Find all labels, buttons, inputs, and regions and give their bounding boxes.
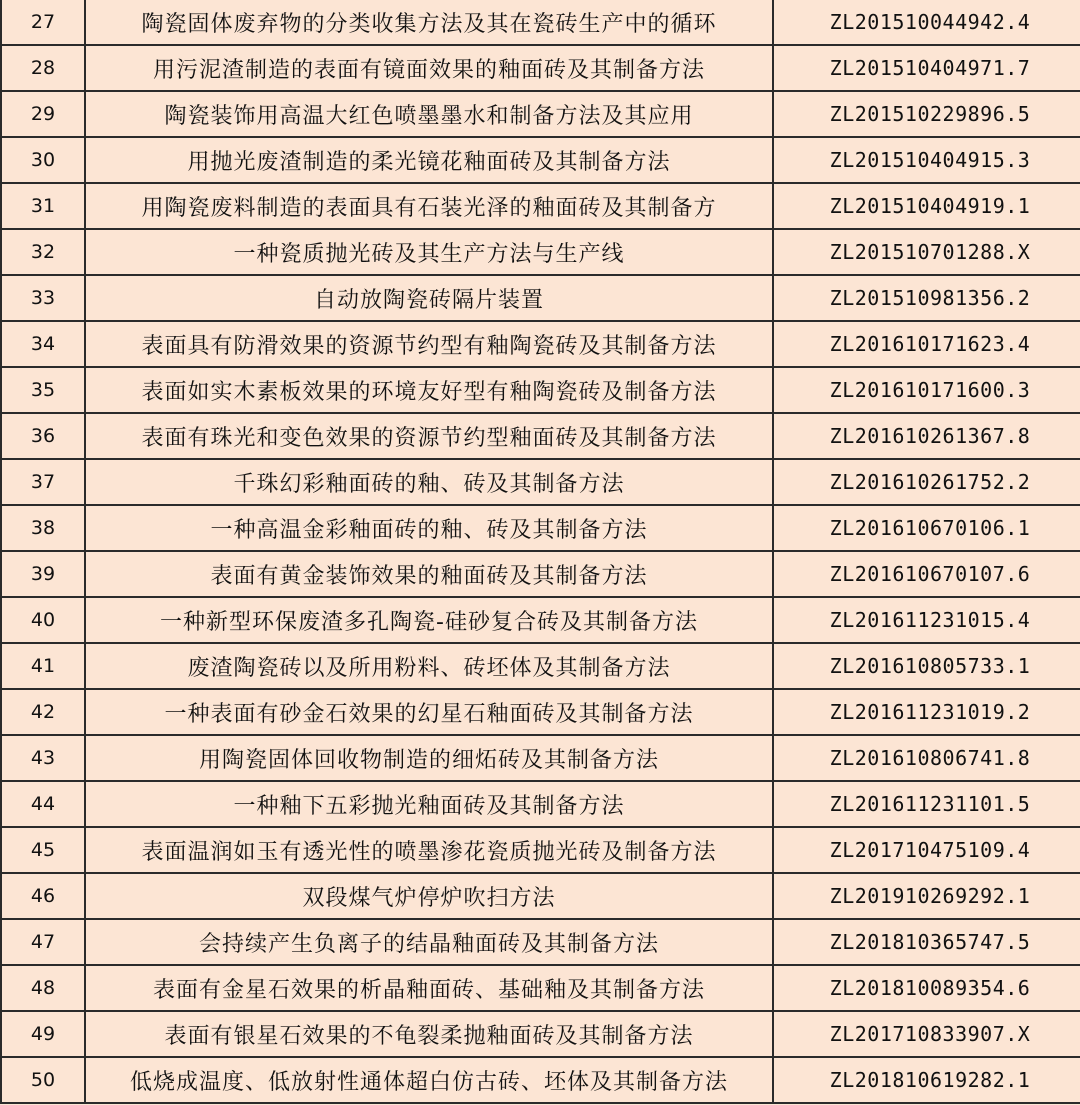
table-row [1, 781, 1080, 827]
table-row [1, 689, 1080, 735]
table-row [1, 229, 1080, 275]
table-row [1, 91, 1080, 137]
row-number: 28 [1, 45, 85, 91]
row-number: 47 [1, 919, 85, 965]
patent-number: ZL201611231015.4 [773, 597, 1080, 643]
table-row [1, 597, 1080, 643]
patent-title: 会持续产生负离子的结晶釉面砖及其制备方法 [85, 919, 773, 965]
row-number: 29 [1, 91, 85, 137]
patent-title: 表面有金星石效果的析晶釉面砖、基础釉及其制备方法 [85, 965, 773, 1011]
patent-number: ZL201710833907.X [773, 1011, 1080, 1057]
patent-title: 一种釉下五彩抛光釉面砖及其制备方法 [85, 781, 773, 827]
patent-title: 表面有珠光和变色效果的资源节约型釉面砖及其制备方法 [85, 413, 773, 459]
patent-number: ZL201610670107.6 [773, 551, 1080, 597]
row-number: 49 [1, 1011, 85, 1057]
table-row [1, 873, 1080, 919]
patent-title: 表面温润如玉有透光性的喷墨渗花瓷质抛光砖及制备方法 [85, 827, 773, 873]
row-number: 44 [1, 781, 85, 827]
patent-title: 用陶瓷废料制造的表面具有石装光泽的釉面砖及其制备方 [85, 183, 773, 229]
table-row [1, 919, 1080, 965]
table-row [1, 505, 1080, 551]
patent-title: 千珠幻彩釉面砖的釉、砖及其制备方法 [85, 459, 773, 505]
row-number: 46 [1, 873, 85, 919]
patent-number: ZL201610806741.8 [773, 735, 1080, 781]
row-number: 41 [1, 643, 85, 689]
table-row [1, 0, 1080, 45]
row-number: 33 [1, 275, 85, 321]
row-number: 30 [1, 137, 85, 183]
patent-table-body [1, 0, 1080, 1103]
patent-title: 表面如实木素板效果的环境友好型有釉陶瓷砖及制备方法 [85, 367, 773, 413]
table-row [1, 275, 1080, 321]
table-row [1, 643, 1080, 689]
patent-number: ZL201610805733.1 [773, 643, 1080, 689]
patent-title: 表面具有防滑效果的资源节约型有釉陶瓷砖及其制备方法 [85, 321, 773, 367]
patent-number: ZL201611231101.5 [773, 781, 1080, 827]
patent-title: 陶瓷装饰用高温大红色喷墨墨水和制备方法及其应用 [85, 91, 773, 137]
patent-number: ZL201710475109.4 [773, 827, 1080, 873]
row-number: 40 [1, 597, 85, 643]
row-number: 45 [1, 827, 85, 873]
row-number: 27 [1, 0, 85, 45]
table-row [1, 183, 1080, 229]
row-number: 36 [1, 413, 85, 459]
table-row [1, 965, 1080, 1011]
patent-title: 陶瓷固体废弃物的分类收集方法及其在瓷砖生产中的循环 [85, 0, 773, 45]
patent-number: ZL201510981356.2 [773, 275, 1080, 321]
table-row [1, 459, 1080, 505]
row-number: 32 [1, 229, 85, 275]
patent-number: ZL201810089354.6 [773, 965, 1080, 1011]
patent-title: 双段煤气炉停炉吹扫方法 [85, 873, 773, 919]
row-number: 34 [1, 321, 85, 367]
row-number: 39 [1, 551, 85, 597]
table-row [1, 735, 1080, 781]
patent-title: 废渣陶瓷砖以及所用粉料、砖坯体及其制备方法 [85, 643, 773, 689]
row-number: 35 [1, 367, 85, 413]
table-row [1, 45, 1080, 91]
patent-number: ZL201610261752.2 [773, 459, 1080, 505]
patent-title: 用抛光废渣制造的柔光镜花釉面砖及其制备方法 [85, 137, 773, 183]
patent-number: ZL201510404919.1 [773, 183, 1080, 229]
patent-title: 用陶瓷固体回收物制造的细炻砖及其制备方法 [85, 735, 773, 781]
patent-number: ZL201510701288.X [773, 229, 1080, 275]
row-number: 42 [1, 689, 85, 735]
patent-number: ZL201611231019.2 [773, 689, 1080, 735]
patent-title: 表面有银星石效果的不龟裂柔抛釉面砖及其制备方法 [85, 1011, 773, 1057]
patent-number: ZL201510229896.5 [773, 91, 1080, 137]
patent-number: ZL201610670106.1 [773, 505, 1080, 551]
row-number: 48 [1, 965, 85, 1011]
patent-title: 一种瓷质抛光砖及其生产方法与生产线 [85, 229, 773, 275]
table-row [1, 137, 1080, 183]
patent-number: ZL201510404915.3 [773, 137, 1080, 183]
table-row [1, 551, 1080, 597]
patent-number: ZL201510044942.4 [773, 0, 1080, 45]
table-row [1, 321, 1080, 367]
patent-number: ZL201610171600.3 [773, 367, 1080, 413]
patent-title: 表面有黄金装饰效果的釉面砖及其制备方法 [85, 551, 773, 597]
row-number: 43 [1, 735, 85, 781]
patent-number: ZL201610261367.8 [773, 413, 1080, 459]
row-number: 38 [1, 505, 85, 551]
table-row [1, 827, 1080, 873]
patent-number: ZL201810365747.5 [773, 919, 1080, 965]
patent-title: 一种新型环保废渣多孔陶瓷-硅砂复合砖及其制备方法 [85, 597, 773, 643]
table-row [1, 413, 1080, 459]
patent-number: ZL201610171623.4 [773, 321, 1080, 367]
patent-title: 一种高温金彩釉面砖的釉、砖及其制备方法 [85, 505, 773, 551]
row-number: 37 [1, 459, 85, 505]
patent-number: ZL201810619282.1 [773, 1057, 1080, 1103]
row-number: 31 [1, 183, 85, 229]
table-row [1, 367, 1080, 413]
patent-title: 低烧成温度、低放射性通体超白仿古砖、坯体及其制备方法 [85, 1057, 773, 1103]
patent-number: ZL201510404971.7 [773, 45, 1080, 91]
row-number: 50 [1, 1057, 85, 1103]
patent-number: ZL201910269292.1 [773, 873, 1080, 919]
patent-title: 自动放陶瓷砖隔片装置 [85, 275, 773, 321]
table-row [1, 1011, 1080, 1057]
table-row [1, 1057, 1080, 1103]
patent-title: 用污泥渣制造的表面有镜面效果的釉面砖及其制备方法 [85, 45, 773, 91]
patent-title: 一种表面有砂金石效果的幻星石釉面砖及其制备方法 [85, 689, 773, 735]
